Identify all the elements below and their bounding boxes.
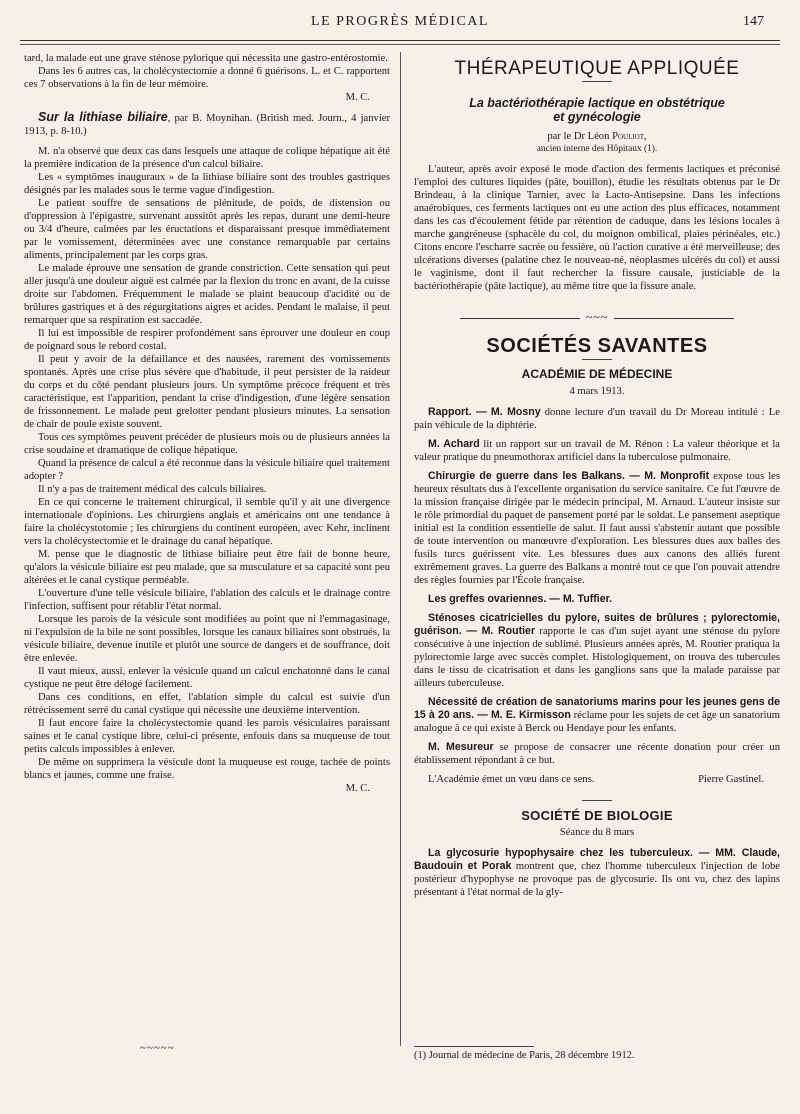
article-body <box>24 145 390 782</box>
academie-item <box>414 741 780 767</box>
article-paragraph: Lorsque les parois de la vésicule sont modifiées au point que ni l'emmagasinage, ni l'expulsion de la bile ne sont possibles, lorsque les canaux biliaires sont obstrués, la vésicule biliaire, devenue inutile et plutôt une source de dangers et de souffrance, doit être enlevée. <box>24 614 390 664</box>
academie-item <box>414 593 780 606</box>
academie-item-lead: Rapport. — M. Mosny <box>428 406 541 418</box>
academie-item-text: lit un rapport sur un travail de M. Rénon : La valeur théorique et la valeur pratique du pneumothorax artificiel dans la tuberculose pulmonaire. <box>414 439 780 463</box>
author-prefix: par le Dr Léon <box>547 131 613 142</box>
footnote-rule <box>414 1046 534 1047</box>
intro-paragraph-2: Dans les 6 autres cas, la cholécystectomie a donné 6 guérisons. L. et C. rapportent ces 7 observations à la fin de leur mémoire. <box>24 66 390 90</box>
short-rule-3 <box>582 800 612 801</box>
article-paragraph: Il peut y avoir de la défaillance et des nausées, rarement des vomissements spontanés. Après une crise plus sévère que d'habitude, il peut persister de la raideur du corps et du côté pendant plusieurs jours. Un symptôme précoce fréquent et très caractéristique, est l'apparition, pendant la crise d'indigestion, d'une légère sensation de frissonnement. Le malade peut grelotter pendant plusieurs minutes. La sensation de chair de poule existe souvent. <box>24 354 390 430</box>
running-title: LE PROGRÈS MÉDICAL <box>311 14 489 29</box>
article-paragraph: Quand la présence de calcul a été reconnue dans la vésicule biliaire quel traitement adopter ? <box>24 458 390 482</box>
academie-item <box>414 696 780 735</box>
academie-item-lead: Sténoses cicatricielles du pylore, suites de brûlures ; pylorectomie, guérison. — M. Routier <box>414 612 780 637</box>
left-column <box>24 52 390 795</box>
academie-item <box>414 438 780 464</box>
section-title-societes: SOCIÉTÉS SAVANTES <box>486 335 708 357</box>
biologie-title: SOCIÉTÉ DE BIOLOGIE <box>521 808 673 823</box>
article-paragraph: Il faut encore faire la cholécystectomie quand les parois vésiculaires paraissant saines et le canal cystique libre, celui-ci présente, enfouis dans sa muqueuse de tout petits calculs impossibles à enlever. <box>24 718 390 755</box>
academie-item <box>414 612 780 690</box>
article-paragraph: Les « symptômes inauguraux » de la lithiase biliaire sont des troubles gastriques désignés par les malades sous le terme vague d'indigestion. <box>24 172 390 196</box>
academie-item-text: expose tous les heureux résultats dus à l'excellente organisation du service sanitaire. Ce fut l'œuvre de la mission française dirigée par le médecin principal, M. Arnaud. L'auteur insiste sur le rôle primordial du paquet de pansement porté par le soldat. Le pansement aseptique initial est la condition essentielle de salut. Il faut aussi s'abstenir autant que possible de toute intervention ou manœuvre d'exploration. Les blessures dues aux balles des fusils turcs guérissent vite. Les blessures dues aux canons des alliés furent extrêmement graves. La guerre des Balkans a montré tout ce que l'on pouvait attendre des règles fournies par l'École française. <box>414 471 780 586</box>
header-rule-thin <box>20 44 780 45</box>
academie-item-lead: Nécessité de création de sanatoriums marins pour les jeunes gens de 15 à 20 ans. — M. E. Kirmisson <box>414 696 780 721</box>
article-title: Sur la lithiase biliaire <box>38 110 168 124</box>
intro-signature: M. C. <box>345 92 370 103</box>
academie-item-text: se propose de consacrer une récente donation pour créer un établissement répondant à ce but. <box>414 742 781 766</box>
author-name: Pouliot, <box>612 131 647 142</box>
academie-closing <box>414 773 780 786</box>
academie-item-lead: Chirurgie de guerre dans les Balkans. — M. Monprofit <box>428 470 710 482</box>
article-signature: M. C. <box>345 783 370 794</box>
therapy-title-line2: et gynécologie <box>553 110 641 124</box>
article-paragraph: Le patient souffre de sensations de plénitude, de poids, de distension ou d'oppression à l'épigastre, survenant aussitôt après les repas, durant une demi-heure ou 3/4 d'heure, calmées par les éructations et disparaissant presque immédiatement par le vomissement, déterminées avec une constance remarquable par certains aliments, principalement par les corps gras. <box>24 198 390 261</box>
academie-item-text: réclame pour les sujets de cet âge un sanatorium analogue à ce qui existe à Berck ou Hendaye pour les enfants. <box>414 710 780 734</box>
academie-item-lead: M. Achard <box>428 438 480 450</box>
therapy-article-title <box>414 96 780 124</box>
article-paragraph: Il n'y a pas de traitement médical des calculs biliaires. <box>38 484 267 495</box>
therapy-paragraph: L'auteur, après avoir exposé le mode d'action des ferments lactiques et préconisé l'emploi des cultures liquides (pâte, bouillon), étudie les résultats obtenus par le Dr Brindeau, à la clinique Tarnier, avec la Lacto-Antisepsine. Dans les infections anaérobiques, ces ferments lactiques ont eu une action des plus efficaces, notamment dans les cas d'écoulement fétide par rétention de caduque, dans les lésions locales à marche gangréneuse (sphacèle du col, du moignon ombilical, plaies périnéales, etc.) Citons encore l'escharre sacrée ou fessière, où l'action curative a été merveilleuse; des ulcérations diverses (palatine chez le nouveau-né, néoplasmes ulcérés du col) et aussi le vaginisme, dont il faut rechercher la fissure causale, justiciable de la bactériothérapie (pâte lactique), au même titre que la fissure anale. <box>414 164 780 292</box>
therapy-title-line1: La bactériothérapie lactique en obstétrique <box>469 96 725 110</box>
author-line <box>414 130 780 143</box>
article-paragraph: Dans ces conditions, en effet, l'ablation simple du calcul est suivie d'un rétrécissement serré du canal cystique qui nécessite une deuxième intervention. <box>24 692 390 716</box>
column-divider <box>400 52 401 1046</box>
article-paragraph: En ce qui concerne le traitement chirurgical, il semble qu'il y ait une divergence internationale d'opinions. Les chirurgiens anglais et américains ont une tendance à faire la cholécystotomie ; les chirurgiens du continent européen, avec Kehr, inclinent vers la cholécystectomie et le drainage du canal hépatique. <box>24 497 390 547</box>
article-paragraph: Tous ces symptômes peuvent précéder de plusieurs mois ou de plusieurs années la crise soudaine et dramatique de colique hépatique. <box>24 432 390 456</box>
academie-item-text: rapporte le cas d'un sujet ayant une sténose du pylore consécutive à une injection de sublimé. Plusieurs années après, M. Routier pratiqua la pylorectomie large avec succès complet. Histologiquement, on trouva des tubercules dans le tissu de cicatrisation et dans les ganglions sans que la malade paraisse par ailleurs tuberculeuse. <box>414 626 780 689</box>
page-number: 147 <box>743 14 764 29</box>
article-citation: , par B. Moynihan. (British med. Journ., 4 janvier 1913, p. 8-10.) <box>24 113 390 137</box>
ornament-divider: ~~~~~ <box>140 1042 175 1054</box>
biologie-text: montrent que, chez l'homme tuberculeux l'injection de lobe postérieur d'hypophyse ne provoque pas de glycosurie. Ils ont vu, chez des lapins présentant à l'état normal de la gly- <box>414 861 780 898</box>
short-rule-2 <box>582 359 612 360</box>
article-paragraph: Il lui est impossible de respirer profondément sans éprouver une douleur en coup de poignard sous le rebord costal. <box>24 328 390 352</box>
academie-items <box>414 406 780 767</box>
academie-item-text: donne lecture d'un travail du Dr Moreau intitulé : Le pain véhicule de la diphtérie. <box>414 407 780 431</box>
page-header <box>20 14 780 38</box>
academie-closing-text: L'Académie émet un vœu dans ce sens. <box>428 774 595 785</box>
academie-item-lead: M. Mesureur <box>428 741 494 753</box>
article-paragraph: M. pense que le diagnostic de lithiase biliaire peut être fait de bonne heure, qu'alors la vésicule biliaire est peu malade, que sa musculature et sa capacité sont peu altérées et le canal cystique perméable. <box>24 549 390 586</box>
article-paragraph: L'ouverture d'une telle vésicule biliaire, l'ablation des calculs et le drainage contre l'infection, suffisent pour rétablir l'état normal. <box>24 588 390 612</box>
right-column <box>414 52 780 899</box>
academie-item <box>414 406 780 432</box>
intro-paragraph-1: tard, la malade eut une grave sténose pylorique qui nécessita une gastro-entérostomie. <box>24 53 388 64</box>
article-paragraph: Il vaut mieux, aussi, enlever la vésicule quand un calcul enchatonné dans le canal cystique ne peut être délogé facilement. <box>24 666 390 690</box>
article-paragraph: Le malade éprouve une sensation de grande constriction. Cette sensation qui peut aller jusqu'à une douleur aiguë est calmée par la flexion du tronc en avant, de la cuisse droite sur l'abdomen. Fréquemment le malade se plaint beaucoup d'acidité ou de brûlures gastriques et à des régurgitations aigres et acides. Pendant le malaise, il peut remarquer que sa respiration est saccadée. <box>24 263 390 326</box>
footnote: (1) Journal de médecine de Paris, 28 décembre 1912. <box>414 1050 635 1061</box>
article-paragraph: M. n'a observé que deux cas dans lesquels une attaque de colique hépatique ait été la première indication de la présence d'un calcul biliaire. <box>24 146 390 170</box>
academie-item <box>414 470 780 587</box>
academie-item-lead: Les greffes ovariennes. — M. Tuffier. <box>428 593 613 605</box>
biologie-paragraph <box>414 847 780 899</box>
article-heading <box>24 111 390 138</box>
biologie-date: Séance du 8 mars <box>559 827 635 838</box>
article-paragraph: De même on supprimera la vésicule dont la muqueuse est rouge, tachée de points blancs et jaunes, comme une fraise. <box>24 757 390 781</box>
ornament-divider-right: ~~~ <box>414 311 780 324</box>
academie-title: ACADÉMIE DE MÉDECINE <box>521 367 673 381</box>
author-role: ancien interne des Hôpitaux (1). <box>536 144 658 154</box>
section-title-therapeutique: THÉRAPEUTIQUE APPLIQUÉE <box>454 58 740 79</box>
biologie-lead: La glycosurie hypophysaire chez les tuberculeux. — MM. Claude, Baudouin et Porak <box>414 847 780 872</box>
academie-signature: Pierre Gastinel. <box>698 774 764 785</box>
short-rule <box>582 81 612 82</box>
academie-date: 4 mars 1913. <box>569 386 625 397</box>
header-rule <box>20 40 780 41</box>
